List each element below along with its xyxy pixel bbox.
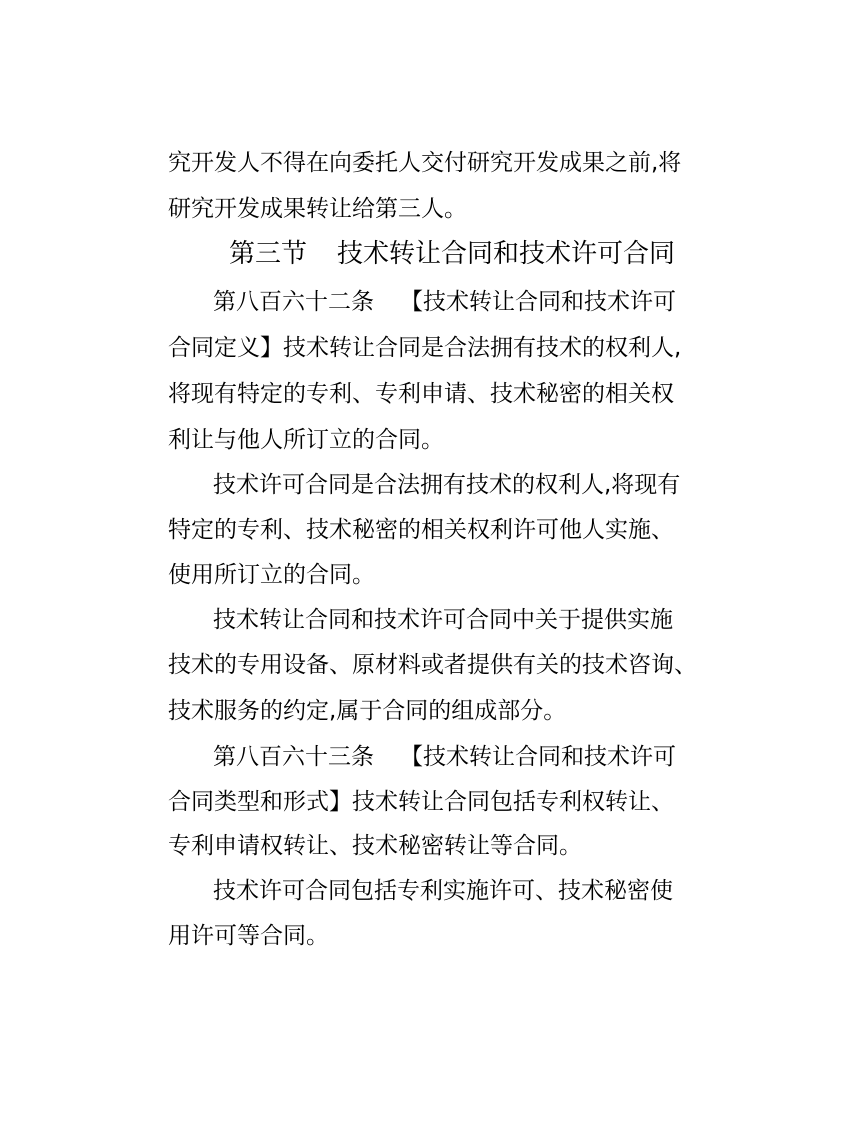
article-862-p3-line-2: 技术的专用设备、原材料或者提供有关的技术咨询、 xyxy=(168,652,697,678)
article-862-line-3: 将现有特定的专利、专利申请、技术秘密的相关权 xyxy=(168,381,674,407)
article-863-line-2: 合同类型和形式】技术转让合同包括专利权转让、 xyxy=(168,789,674,815)
continuation-line-2: 研究开发成果转让给第三人。 xyxy=(168,196,467,222)
article-862-title-start: 【技术转让合同和技术许可 xyxy=(400,289,676,315)
article-862-line-4: 利让与他人所订立的合同。 xyxy=(168,427,444,453)
article-863-p2-line-2: 用许可等合同。 xyxy=(168,923,329,949)
section-title: 技术转让合同和技术许可合同 xyxy=(337,239,676,269)
article-862-p3-line-3: 技术服务的约定,属于合同的组成部分。 xyxy=(168,698,567,724)
article-863-number: 第八百六十三条 xyxy=(213,744,374,770)
article-862-number: 第八百六十二条 xyxy=(213,289,374,315)
section-heading xyxy=(229,238,675,270)
article-862-line-2: 合同定义】技术转让合同是合法拥有技术的权利人, xyxy=(168,335,682,361)
article-862-p2-line-1: 技术许可合同是合法拥有技术的权利人,将现有 xyxy=(213,472,681,498)
section-number: 第三节 xyxy=(229,239,308,269)
article-863-title-start: 【技术转让合同和技术许可 xyxy=(400,744,676,770)
article-863-line-3: 专利申请权转让、技术秘密转让等合同。 xyxy=(168,833,582,859)
article-863-p2-line-1: 技术许可合同包括专利实施许可、技术秘密使 xyxy=(213,878,673,904)
article-862-p2-line-2: 特定的专利、技术秘密的相关权利许可他人实施、 xyxy=(168,517,674,543)
article-862-p2-line-3: 使用所订立的合同。 xyxy=(168,562,375,588)
continuation-line-1: 究开发人不得在向委托人交付研究开发成果之前,将 xyxy=(168,150,682,176)
article-863-heading xyxy=(213,742,676,772)
article-862-heading xyxy=(213,287,676,317)
article-862-p3-line-1: 技术转让合同和技术许可合同中关于提供实施 xyxy=(213,607,673,633)
